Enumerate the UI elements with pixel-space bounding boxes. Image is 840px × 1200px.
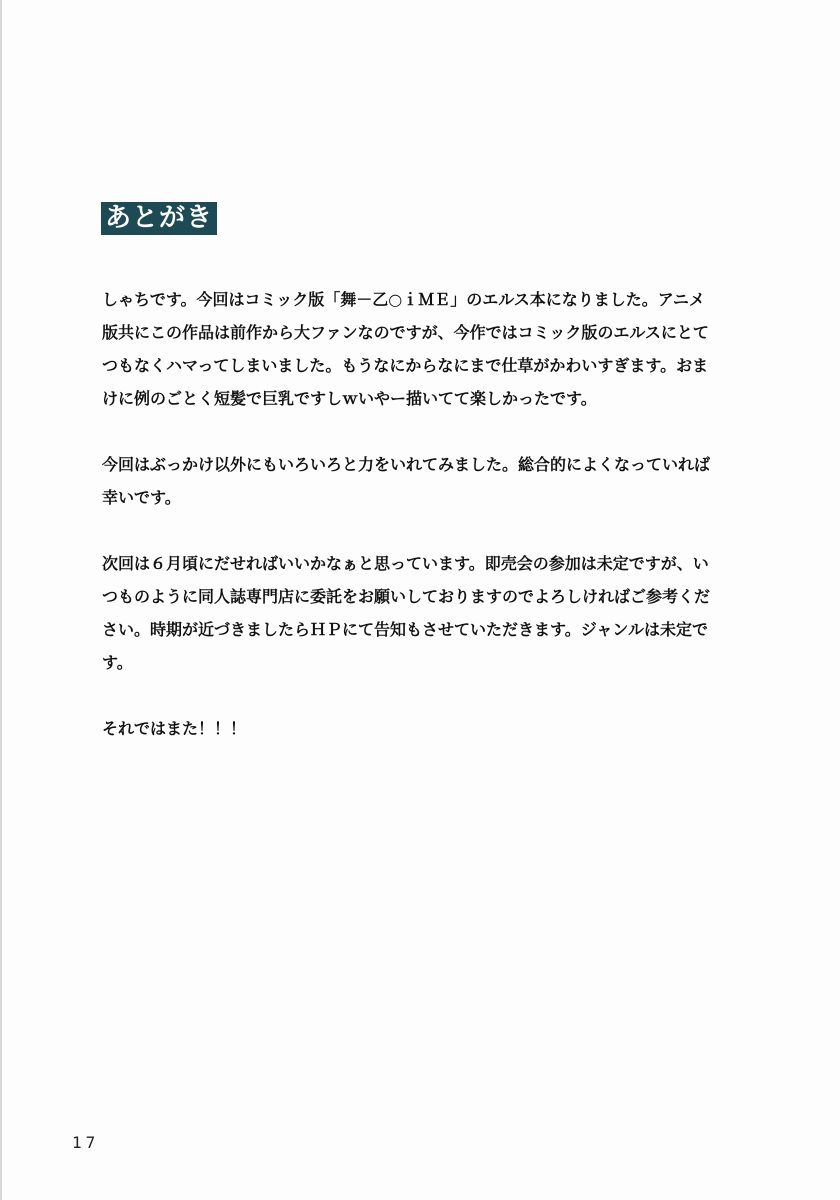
text-line: す。 — [102, 653, 133, 672]
paragraph-4 — [102, 712, 752, 745]
text-line: 今回はぶっかけ以外にもいろいろと力をいれてみました。総合的によくなっていれば — [102, 455, 711, 474]
page-edge — [0, 0, 2, 1200]
afterword-body — [102, 283, 752, 778]
text-line: 版共にこの作品は前作から大ファンなのですが、今作ではコミック版のエルスにとて — [102, 323, 709, 342]
text-line: それではまた！！！ — [102, 719, 247, 738]
text-line: つものように同人誌専門店に委託をお願いしておりますのでよろしければご参考くだ — [102, 587, 711, 606]
afterword-heading: あとがき — [101, 202, 217, 235]
text-line: 幸いです。 — [102, 488, 181, 507]
paragraph-1 — [102, 283, 752, 415]
text-line: つもなくハマってしまいました。もうなにからなにまで仕草がかわいすぎます。おま — [102, 356, 709, 375]
text-line: 次回は６月頃にだせればいいかなぁと思っています。即売会の参加は未定ですが、い — [102, 554, 709, 573]
paragraph-3 — [102, 547, 752, 679]
page-number: 17 — [72, 1133, 100, 1152]
text-line: しゃちです。今回はコミック版「舞－乙○ｉＭＥ」のエルス本になりました。アニメ — [102, 290, 705, 309]
text-line: けに例のごとく短髪で巨乳ですしｗいやー描いてて楽しかったです。 — [102, 389, 597, 408]
paragraph-2 — [102, 448, 752, 514]
text-line: さい。時期が近づきましたらＨＰにて告知もさせていただきます。ジャンルは未定で — [102, 620, 709, 639]
